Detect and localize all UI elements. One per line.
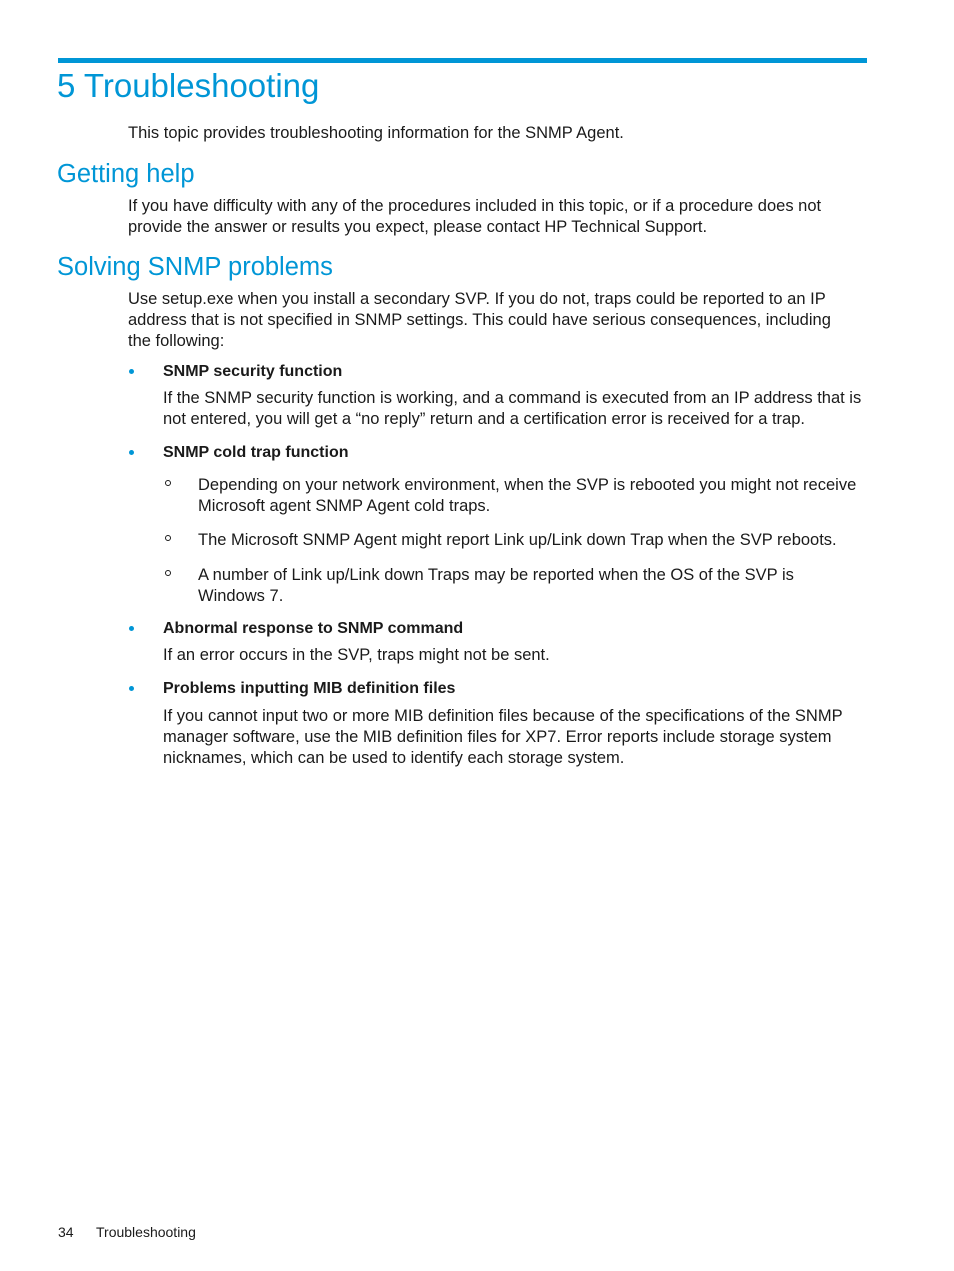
item-text-abnormal-response: If an error occurs in the SVP, traps might not be sent. [163,646,550,664]
chapter-title: 5 Troubleshooting [57,67,320,104]
item-title-abnormal-response: Abnormal response to SNMP command [163,620,464,637]
item-text-snmp-security-function: If the SNMP security function is working, and a command is executed from an IP address that is not entered, you will get a “no reply” return and a certification error is received for a trap. [163,389,862,428]
item-title-snmp-security-function: SNMP security function [163,363,343,380]
item-title-problems-inputting-mib: Problems inputting MIB definition files [163,680,456,697]
chapter-rule [58,58,867,63]
heading-getting-help: Getting help [57,160,195,188]
bullet-icon [129,626,134,631]
solving-snmp-paragraph: Use setup.exe when you install a secondary SVP. If you do not, traps could be reported to an IP address that is not specified in SNMP settings. This could have serious consequences, including the following: [128,290,831,350]
subitem-text: The Microsoft SNMP Agent might report Link up/Link down Trap when the SVP reboots. [198,531,837,549]
heading-solving-snmp-problems: Solving SNMP problems [57,253,333,281]
sub-bullet-icon [165,570,171,576]
item-text-problems-inputting-mib: If you cannot input two or more MIB definition files because of the specifications of the SNMP manager software, use the MIB definition files for XP7. Error reports include storage system nicknames, which can be used to identify each storage system. [163,707,843,767]
bullet-icon [129,686,134,691]
subitem-text: Depending on your network environment, when the SVP is rebooted you might not receive Microsoft agent SNMP Agent cold traps. [198,476,857,515]
bullet-icon [129,450,134,455]
item-title-snmp-cold-trap-function: SNMP cold trap function [163,444,349,461]
subitem-text: A number of Link up/Link down Traps may be reported when the OS of the SVP is Windows 7. [198,566,794,605]
sub-bullet-icon [165,535,171,541]
bullet-icon [129,369,134,374]
sub-bullet-icon [165,480,171,486]
getting-help-paragraph: If you have difficulty with any of the procedures included in this topic, or if a procedure does not provide the answer or results you expect, please contact HP Technical Support. [128,197,822,236]
intro-paragraph: This topic provides troubleshooting information for the SNMP Agent. [128,124,624,142]
footer-section-name: Troubleshooting [96,1224,196,1240]
footer-page-number: 34 [58,1224,74,1240]
